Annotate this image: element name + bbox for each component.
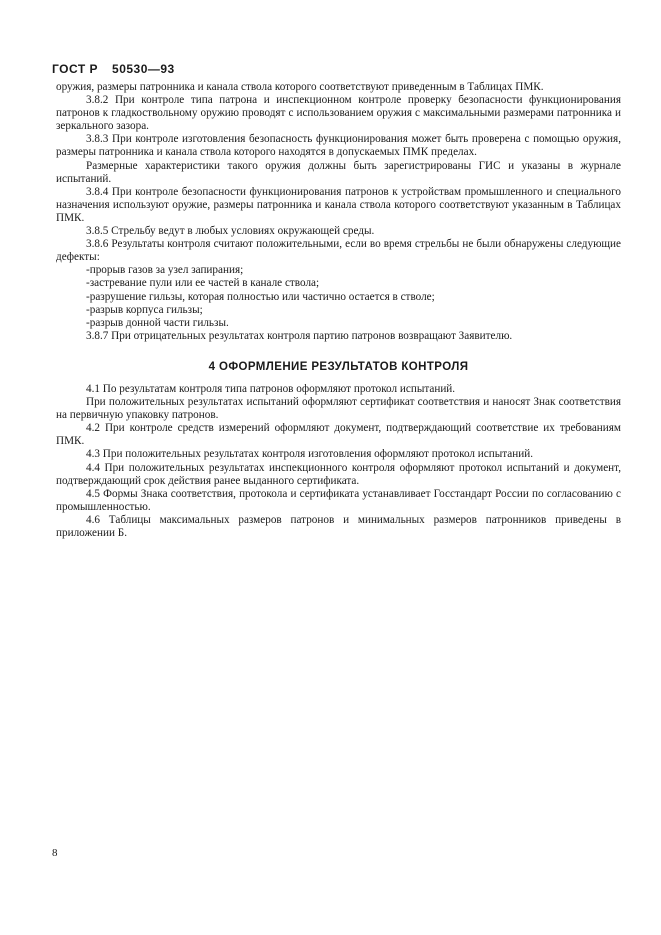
list-item: -разрушение гильзы, которая полностью или частично остается в стволе; xyxy=(86,290,435,303)
paragraph-4-5: 4.5 Формы Знака соответствия, протокола и сертификата устанавливает Госстандарт России по согласованию с промышленностью. xyxy=(56,487,621,513)
paragraph-3-8-4: 3.8.4 При контроле безопасности функционирования патронов к устройствам промышленного и специального назначения используют оружие, размеры патронника и канала ствола которого соответствуют указанным в Таблицах ПМК. xyxy=(56,185,621,224)
page-header xyxy=(52,62,175,76)
list-item: -разрыв донной части гильзы. xyxy=(86,316,229,329)
section-title: 4 ОФОРМЛЕНИЕ РЕЗУЛЬТАТОВ КОНТРОЛЯ xyxy=(208,360,469,373)
paragraph-4-1: 4.1 По результатам контроля типа патронов оформляют протокол испытаний. xyxy=(86,382,456,395)
paragraph-3-8-6: 3.8.6 Результаты контроля считают положительными, если во время стрельбы не были обнаружены следующие дефекты: xyxy=(56,238,621,264)
list-item: -застревание пули или ее частей в канале ствола; xyxy=(86,277,320,290)
paragraph-3-8-5: 3.8.5 Стрельбу ведут в любых условиях окружающей среды. xyxy=(86,225,375,238)
gost-label: ГОСТ Р xyxy=(52,62,99,76)
document-body xyxy=(56,81,621,540)
paragraph-4-1-positive: При положительных результатах испытаний оформляют сертификат соответствия и наносят Знак соответствия на первичную упаковку патронов. xyxy=(56,396,621,422)
standard-number: 50530—93 xyxy=(112,62,175,76)
paragraph-3-8-3: 3.8.3 При контроле изготовления безопасность функционирования может быть проверена с помощью оружия, размеры патронника и канала ствола которого находятся в допускаемых ПМК пределах. xyxy=(56,133,621,159)
paragraph-continuation: оружия, размеры патронника и канала ствола которого соответствуют приведенным в Таблицах ПМК. xyxy=(56,81,544,93)
paragraph-3-8-7: 3.8.7 При отрицательных результатах контроля партию патронов возвращают Заявителю. xyxy=(86,329,513,342)
page-number: 8 xyxy=(52,847,58,859)
defects-list xyxy=(56,264,621,329)
paragraph-dimensional-characteristics: Размерные характеристики такого оружия должны быть зарегистрированы ГИС и указаны в журнале испытаний. xyxy=(56,159,621,185)
paragraph-4-2: 4.2 При контроле средств измерений оформляют документ, подтверждающий соответствие их требованиям ПМК. xyxy=(56,422,621,448)
list-item: -прорыв газов за узел запирания; xyxy=(86,264,244,277)
paragraph-4-4: 4.4 При положительных результатах инспекционного контроля оформляют протокол испытаний и документ, подтверждающий срок действия ранее выданного сертификата. xyxy=(56,461,621,487)
paragraph-3-8-2: 3.8.2 При контроле типа патрона и инспекционном контроле проверку безопасности функционирования патронов к гладкоствольному оружию проводят с использованием оружия с максимальными размерами патронника и зеркального зазора. xyxy=(56,94,621,133)
paragraph-4-6: 4.6 Таблицы максимальных размеров патронов и минимальных размеров патронников приведены в приложении Б. xyxy=(56,513,621,539)
paragraph-4-3: 4.3 При положительных результатах контроля изготовления оформляют протокол испытаний. xyxy=(86,448,534,461)
list-item: -разрыв корпуса гильзы; xyxy=(86,303,203,316)
